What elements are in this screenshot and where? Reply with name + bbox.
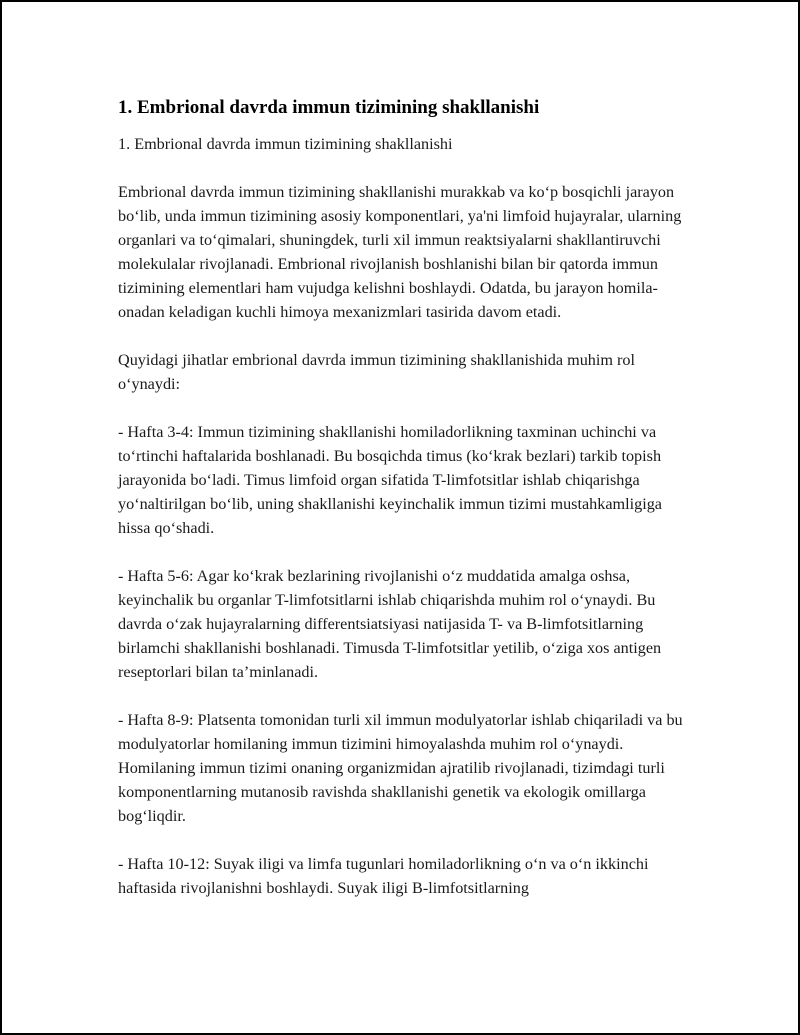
paragraph-week-10-12: - Hafta 10-12: Suyak iligi va limfa tugunlari homiladorlikning o‘n va o‘n ikkinchi haftasida rivojlanishni boshlaydi. Suyak iligi B-limfotsitlarning bbox=[118, 855, 649, 897]
document-subheading: 1. Embrional davrda immun tizimining shakllanishi bbox=[118, 135, 453, 153]
paragraph-week-3-4: - Hafta 3-4: Immun tizimining shakllanishi homiladorlikning taxminan uchinchi va to‘rtinchi haftalarida boshlanadi. Bu bosqichda timus (ko‘krak bezlari) tarkib topish jarayonida bo‘ladi. Timus limfoid organ sifatida T-limfotsitlar ishlab chiqarishga yo‘naltirilgan bo‘lib, uning shakllanishi keyinchalik immun tizimi mustahkamligiga hissa qo‘shadi. bbox=[118, 423, 662, 537]
paragraph-week-8-9: - Hafta 8-9: Platsenta tomonidan turli xil immun modulyatorlar ishlab chiqariladi va bu modulyatorlar homilaning immun tizimini himoyalashda muhim rol o‘ynaydi. Homilaning immun tizimi onaning organizmidan ajratilib rivojlanadi, tizimdagi turli komponentlarning mutanosib ravishda shakllanishi genetik va ekologik omillarga bog‘liqdir. bbox=[118, 711, 683, 825]
paragraph-aspects: Quyidagi jihatlar embrional davrda immun tizimining shakllanishida muhim rol o‘ynaydi: bbox=[118, 351, 636, 393]
paragraph-week-5-6: - Hafta 5-6: Agar ko‘krak bezlarining rivojlanishi o‘z muddatida amalga oshsa, keyinchalik bu organlar T-limfotsitlarni ishlab chiqarishda muhim rol o‘ynaydi. Bu davrda o‘zak hujayralarning differentsiatsiyasi natijasida T- va B-limfotsitlarning birlamchi shakllanishi boshlanadi. Timusda T-limfotsitlar yetilib, o‘ziga xos antigen reseptorlari bilan ta’minlanadi. bbox=[118, 567, 662, 681]
paragraph-intro: Embrional davrda immun tizimining shakllanishi murakkab va ko‘p bosqichli jarayon bo‘lib, unda immun tizimining asosiy komponentlari, ya'ni limfoid hujayralar, ularning organlari va to‘qimalari, shuningdek, turli xil immun reaktsiyalarni shakllantiruvchi molekulalar rivojlanadi. Embrional rivojlanish boshlanishi bilan bir qatorda immun tizimining elementlari ham vujudga kelishni boshlaydi. Odatda, bu jarayon homila-onadan keladigan kuchli himoya mexanizmlari tasirida davom etadi. bbox=[118, 183, 682, 321]
document-body bbox=[118, 96, 688, 924]
document-heading: 1. Embrional davrda immun tizimining shakllanishi bbox=[118, 97, 540, 118]
